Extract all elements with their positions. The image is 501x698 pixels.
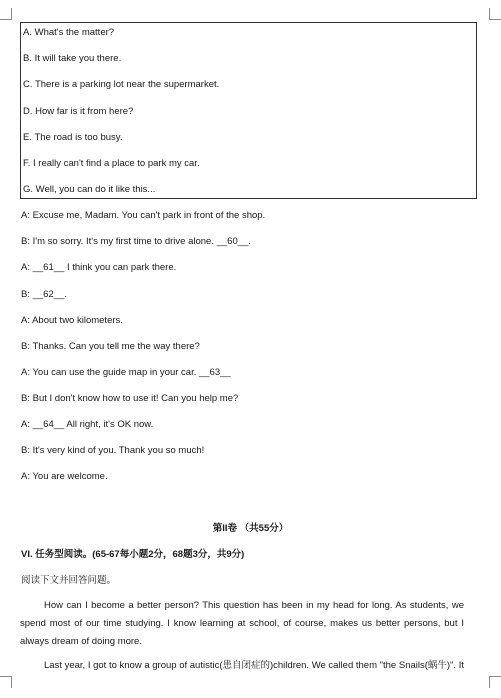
dialogue-line: B: __62__. bbox=[21, 289, 67, 300]
page-corner-mark-bottom-left bbox=[0, 676, 12, 688]
dialogue-line: B: Thanks. Can you tell me the way there? bbox=[21, 341, 200, 352]
dialogue-line: A: __64__ All right, it's OK now. bbox=[21, 419, 154, 430]
part-heading: VI. 任务型阅读。(65-67每小题2分，68题3分，共9分) bbox=[21, 549, 245, 560]
section-title: 第II卷 （共55分） bbox=[212, 523, 289, 534]
page-corner-mark-top-right bbox=[489, 8, 501, 20]
page-corner-mark-bottom-right bbox=[489, 676, 501, 688]
dialogue-line: A: __61__ I think you can park there. bbox=[21, 262, 177, 273]
reading-paragraph-2: Last year, I got to know a group of autistic(患自闭症的)children. We called them "the Snails(蜗牛)". It bbox=[44, 660, 464, 671]
option-g: G. Well, you can do it like this... bbox=[23, 184, 156, 195]
option-e: E. The road is too busy. bbox=[23, 132, 123, 143]
option-c: C. There is a parking lot near the supermarket. bbox=[23, 79, 220, 90]
dialogue-line: B: But I don't know how to use it! Can you help me? bbox=[21, 393, 239, 404]
option-f: F. I really can't find a place to park my car. bbox=[23, 158, 200, 169]
dialogue-line: B: I'm so sorry. It's my first time to drive alone. __60__. bbox=[21, 236, 251, 247]
dialogue-line: A: You can use the guide map in your car. __63__ bbox=[21, 367, 231, 378]
dialogue-line: B: It's very kind of you. Thank you so much! bbox=[21, 445, 205, 456]
option-a: A. What's the matter? bbox=[23, 27, 115, 38]
reading-paragraph-1: How can I become a better person? This question has been in my head for long. As students, we spend most of our time studying. I know learning at school, of course, makes us better persons, but I always dream of doing more. bbox=[20, 600, 464, 647]
option-b: B. It will take you there. bbox=[23, 53, 122, 64]
dialogue-line: A: You are welcome. bbox=[21, 471, 108, 482]
instruction: 阅读下文并回答问题。 bbox=[21, 575, 117, 586]
option-d: D. How far is it from here? bbox=[23, 106, 134, 117]
dialogue-line: A: About two kilometers. bbox=[21, 315, 123, 326]
page-corner-mark-top-left bbox=[0, 8, 12, 20]
dialogue-line: A: Excuse me, Madam. You can't park in front of the shop. bbox=[21, 210, 266, 221]
